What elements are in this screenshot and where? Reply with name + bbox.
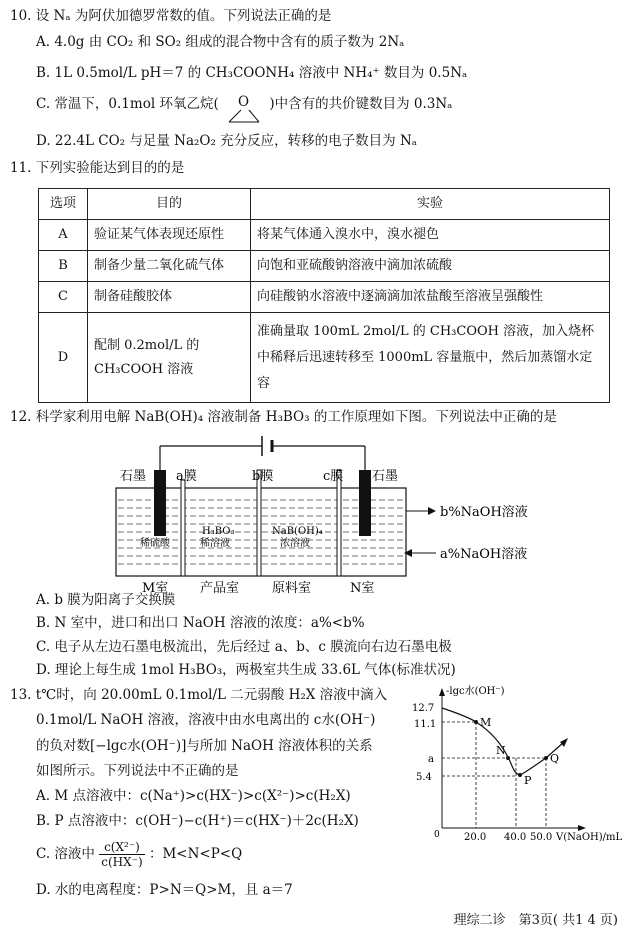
label-room-m: M室 xyxy=(142,581,169,596)
label-raw-solution-1: NaB(OH)₄ xyxy=(272,526,323,537)
row-c-experiment: 向硅酸钠水溶液中逐滴滴加浓盐酸至溶液呈强酸性 xyxy=(251,282,610,313)
ratio-numerator: c(X²⁻) xyxy=(99,840,144,855)
q13-option-c-pre: C. 溶液中 xyxy=(36,846,95,862)
row-b-experiment: 向饱和亚硫酸钠溶液中滴加浓硫酸 xyxy=(251,251,610,282)
label-product-solution-1: H₃BO₃ xyxy=(202,526,235,537)
epoxide-structure xyxy=(223,94,265,114)
x-axis-arrow-icon xyxy=(578,825,586,831)
label-membrane-b: b膜 xyxy=(252,469,274,484)
label-left-graphite: 石墨 xyxy=(120,469,147,484)
label-product-solution-2: 稀溶液 xyxy=(200,538,230,549)
row-d-option: D xyxy=(39,313,88,403)
x-axis-label: V(NaOH)/mL xyxy=(556,832,623,843)
q13-stem-2: 0.1mol/L NaOH 溶液，溶液中由水电离出的 c水(OH⁻) xyxy=(36,712,376,728)
q13-stem-3: 的负对数[−lgc水(OH⁻)]与所加 NaOH 溶液体积的关系 xyxy=(36,738,373,754)
q13-option-d: D. 水的电离程度：P>N＝Q>M，且 a＝7 xyxy=(36,882,293,898)
curve-arrow-icon xyxy=(560,738,568,747)
label-membrane-a: a膜 xyxy=(176,469,197,484)
row-d-purpose: 配制 0.2mol/L 的 CH₃COOH 溶液 xyxy=(88,313,251,403)
q10-option-a: A. 4.0g 由 CO₂ 和 SO₂ 组成的混合物中含有的质子数为 2Nₐ xyxy=(36,34,405,50)
q10-option-c xyxy=(36,94,452,114)
ratio-fraction xyxy=(99,840,144,869)
point-m-label: M xyxy=(480,716,492,729)
label-raw-solution-2: 浓溶液 xyxy=(280,538,310,549)
row-d-experiment: 准确量取 100mL 2mol/L 的 CH₃COOH 溶液，加入烧杯中稀释后迅速转移至 1000mL 容量瓶中，然后加蒸馏水定容 xyxy=(251,313,610,403)
row-a-experiment: 将某气体通入溴水中，溴水褪色 xyxy=(251,220,610,251)
point-n xyxy=(506,756,510,760)
label-dilute-h2so4: 稀硫酸 xyxy=(140,538,170,549)
label-room-raw: 原料室 xyxy=(272,581,312,596)
label-right-graphite: 石墨 xyxy=(372,469,399,484)
q10-option-c-pre: C. 常温下，0.1mol 环氧乙烷( xyxy=(36,96,219,112)
y-axis-arrow-icon xyxy=(439,688,445,696)
y-tick-a: a xyxy=(428,754,434,765)
q13-option-b: B. P 点溶液中：c(OH⁻)−c(H⁺)＝c(HX⁻)＋2c(H₂X) xyxy=(36,813,359,829)
epoxide-o: O xyxy=(238,94,250,110)
q13-option-c-post: ：M<N<P<Q xyxy=(148,846,243,862)
titration-graph xyxy=(400,680,640,843)
point-m xyxy=(474,720,478,724)
table-header-row xyxy=(39,189,610,220)
y-tick-5-4: 5.4 xyxy=(416,772,432,783)
x-tick-40: 40.0 xyxy=(504,832,527,843)
row-a-option: A xyxy=(39,220,88,251)
battery-icon xyxy=(262,436,272,456)
point-n-label: N xyxy=(496,744,506,757)
point-q-label: Q xyxy=(550,752,560,765)
q12-option-c: C. 电子从左边石墨电极流出，先后经过 a、b、c 膜流向右边石墨电极 xyxy=(36,639,452,655)
q13-option-c xyxy=(36,840,242,869)
outlet-arrow-icon xyxy=(428,507,436,515)
q12-stem: 12. 科学家利用电解 NaB(OH)₄ 溶液制备 H₃BO₃ 的工作原理如下图。下列说法中正确的是 xyxy=(10,409,557,425)
ratio-denominator: c(HX⁻) xyxy=(101,855,143,869)
q13-stem-4: 如图所示。下列说法中不正确的是 xyxy=(36,763,239,779)
q12-option-b: B. N 室中，进口和出口 NaOH 溶液的浓度：a%<b% xyxy=(36,615,365,631)
row-c-purpose: 制备硅酸胶体 xyxy=(88,282,251,313)
row-c-option: C xyxy=(39,282,88,313)
point-p xyxy=(518,773,522,777)
membrane-c xyxy=(337,470,341,576)
q13-stem-1: 13. t℃时，向 20.00mL 0.1mol/L 二元弱酸 H₂X 溶液中滴入 xyxy=(10,687,388,703)
q12-option-d: D. 理论上每生成 1mol H₃BO₃，两极室共生成 33.6L 气体(标准状况) xyxy=(36,662,456,678)
membrane-a xyxy=(181,480,185,576)
experiment-table xyxy=(38,188,610,403)
q10-stem: 10. 设 Nₐ 为阿伏加德罗常数的值。下列说法正确的是 xyxy=(10,8,332,24)
q13-option-a: A. M 点溶液中：c(Na⁺)>c(HX⁻)>c(X²⁻)>c(H₂X) xyxy=(36,788,351,804)
y-axis-label: -lgc水(OH⁻) xyxy=(446,686,505,697)
y-tick-12-7: 12.7 xyxy=(412,703,435,714)
y-tick-11-1: 11.1 xyxy=(414,719,437,730)
q10-option-c-post: )中含有的共价键数目为 0.3Nₐ xyxy=(269,96,453,112)
q10-option-b: B. 1L 0.5mol/L pH＝7 的 CH₃COONH₄ 溶液中 NH₄⁺ 数目为 0.5Nₐ xyxy=(36,65,468,81)
table-row xyxy=(39,313,610,403)
q10-option-d: D. 22.4L CO₂ 与足量 Na₂O₂ 充分反应，转移的电子数目为 Nₐ xyxy=(36,133,417,149)
label-inlet-naoh: a%NaOH溶液 xyxy=(440,547,528,562)
membrane-b xyxy=(257,470,261,576)
inlet-arrow-icon xyxy=(404,549,412,557)
row-a-purpose: 验证某气体表现还原性 xyxy=(88,220,251,251)
origin-label: 0 xyxy=(434,830,440,840)
x-tick-20: 20.0 xyxy=(464,832,487,843)
label-outlet-naoh: b%NaOH溶液 xyxy=(440,505,528,520)
row-b-purpose: 制备少量二氧化硫气体 xyxy=(88,251,251,282)
point-p-label: P xyxy=(524,774,532,787)
header-purpose: 目的 xyxy=(88,189,251,220)
table-row xyxy=(39,251,610,282)
x-tick-50: 50.0 xyxy=(530,832,553,843)
label-room-product: 产品室 xyxy=(200,581,240,596)
table-row xyxy=(39,220,610,251)
label-room-n: N室 xyxy=(350,581,375,596)
right-electrode xyxy=(359,470,371,536)
header-option: 选项 xyxy=(39,189,88,220)
page-footer: 理综二诊 第3页( 共1 4 页) xyxy=(453,913,618,928)
row-b-option: B xyxy=(39,251,88,282)
header-experiment: 实验 xyxy=(251,189,610,220)
electrolysis-diagram xyxy=(0,428,640,596)
epoxide-triangle-icon xyxy=(223,102,265,124)
table-row xyxy=(39,282,610,313)
q11-stem: 11. 下列实验能达到目的的是 xyxy=(10,160,185,176)
label-membrane-c: c膜 xyxy=(323,469,344,484)
q12-option-a: A. b 膜为阳离子交换膜 xyxy=(36,592,176,608)
point-q xyxy=(544,756,548,760)
left-electrode xyxy=(154,470,166,536)
